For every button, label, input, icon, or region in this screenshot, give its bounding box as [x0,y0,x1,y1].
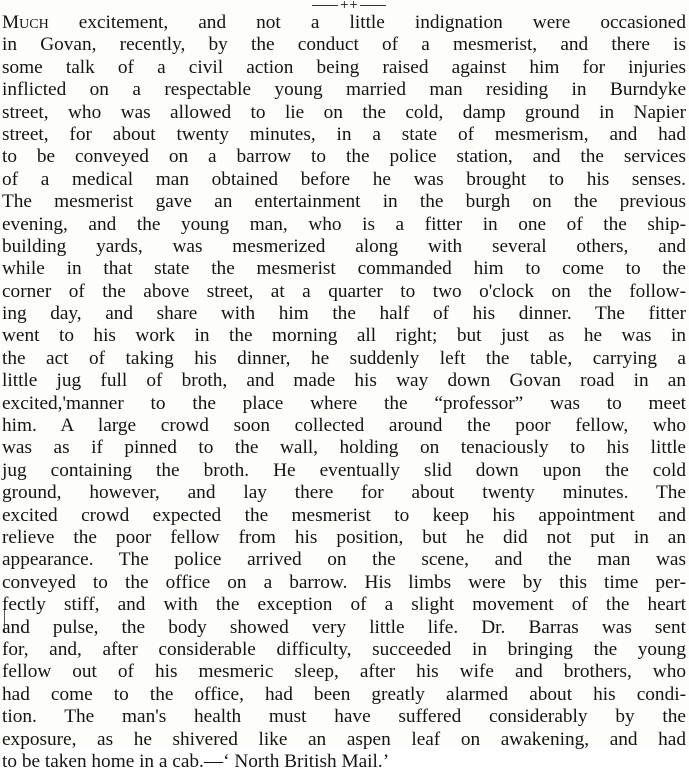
article-line: in Govan, recently, by the conduct of a mesmerist, and there is [2,34,686,56]
article-line: him. A large crowd soon collected around the poor fellow, who [2,415,686,437]
article-line: appearance. The police arrived on the scene, and the man was [2,549,686,571]
article-line: fectly stiff, and with the exception of a slight movement of the heart [2,594,686,616]
article-line: ing day, and share with him the half of his dinner. The fitter [2,303,686,325]
article-body [2,12,686,773]
lead-word: Much [2,12,49,33]
article-line: fellow out of his mesmeric sleep, after his wife and brothers, who [2,661,686,683]
article-line [2,12,686,34]
article-line: corner of the above street, at a quarter to two o'clock on the follow- [2,280,686,302]
article-line: tion. The man's health must have suffered considerably by the [2,706,686,728]
article-line: the act of taking his dinner, he suddenly left the table, carrying a [2,347,686,369]
ornament-rule-left [312,5,338,6]
article-line: some talk of a civil action being raised against him for injuries [2,56,686,78]
article-line: was as if pinned to the wall, holding on tenaciously to his little [2,437,686,459]
article-line: street, for about twenty minutes, in a state of mesmerism, and had [2,123,686,145]
ornament-mark: ++ [339,0,359,11]
article-line-text: excitement, and not a little indignation were occasioned [48,12,686,33]
article-line: ground, however, and lay there for about twenty minutes. The [2,482,686,504]
article-line: and pulse, the body showed very little life. Dr. Barras was sent [2,616,686,638]
article-line: while in that state the mesmerist commanded him to come to the [2,258,686,280]
article-line: for, and, after considerable difficulty, succeeded in bringing the young [2,638,686,660]
article-line: jug containing the broth. He eventually slid down upon the cold [2,459,686,481]
article-line: little jug full of broth, and made his way down Govan road in an [2,370,686,392]
article-line: The mesmerist gave an entertainment in the burgh on the previous [2,191,686,213]
article-line: had come to the office, had been greatly alarmed about his condi- [2,683,686,705]
article-line-last: to be taken home in a cab.—‘ North British Mail.’ [2,750,390,772]
article-line: to be conveyed on a barrow to the police station, and the services [2,146,686,168]
ornament-rule-right [360,5,386,6]
article-line: exposure, as he shivered like an aspen leaf on awakening, and had [2,728,686,750]
separator-ornament [309,0,389,10]
article-line: of a medical man obtained before he was brought to his senses. [2,168,686,190]
article-line: excited crowd expected the mesmerist to keep his appointment and [2,504,686,526]
article-line: inflicted on a respectable young married man residing in Burndyke [2,79,686,101]
article-line: conveyed to the office on a barrow. His limbs were by this time per- [2,571,686,593]
article-line: evening, and the young man, who is a fitter in one of the ship- [2,213,686,235]
article-line: excited,'manner to the place where the “professor” was to meet [2,392,686,414]
article-line: went to his work in the morning all right; but just as he was in [2,325,686,347]
article-line: street, who was allowed to lie on the cold, damp ground in Napier [2,101,686,123]
article-line: relieve the poor fellow from his position, but he did not put in an [2,526,686,548]
article-line: building yards, was mesmerized along with several others, and [2,235,686,257]
